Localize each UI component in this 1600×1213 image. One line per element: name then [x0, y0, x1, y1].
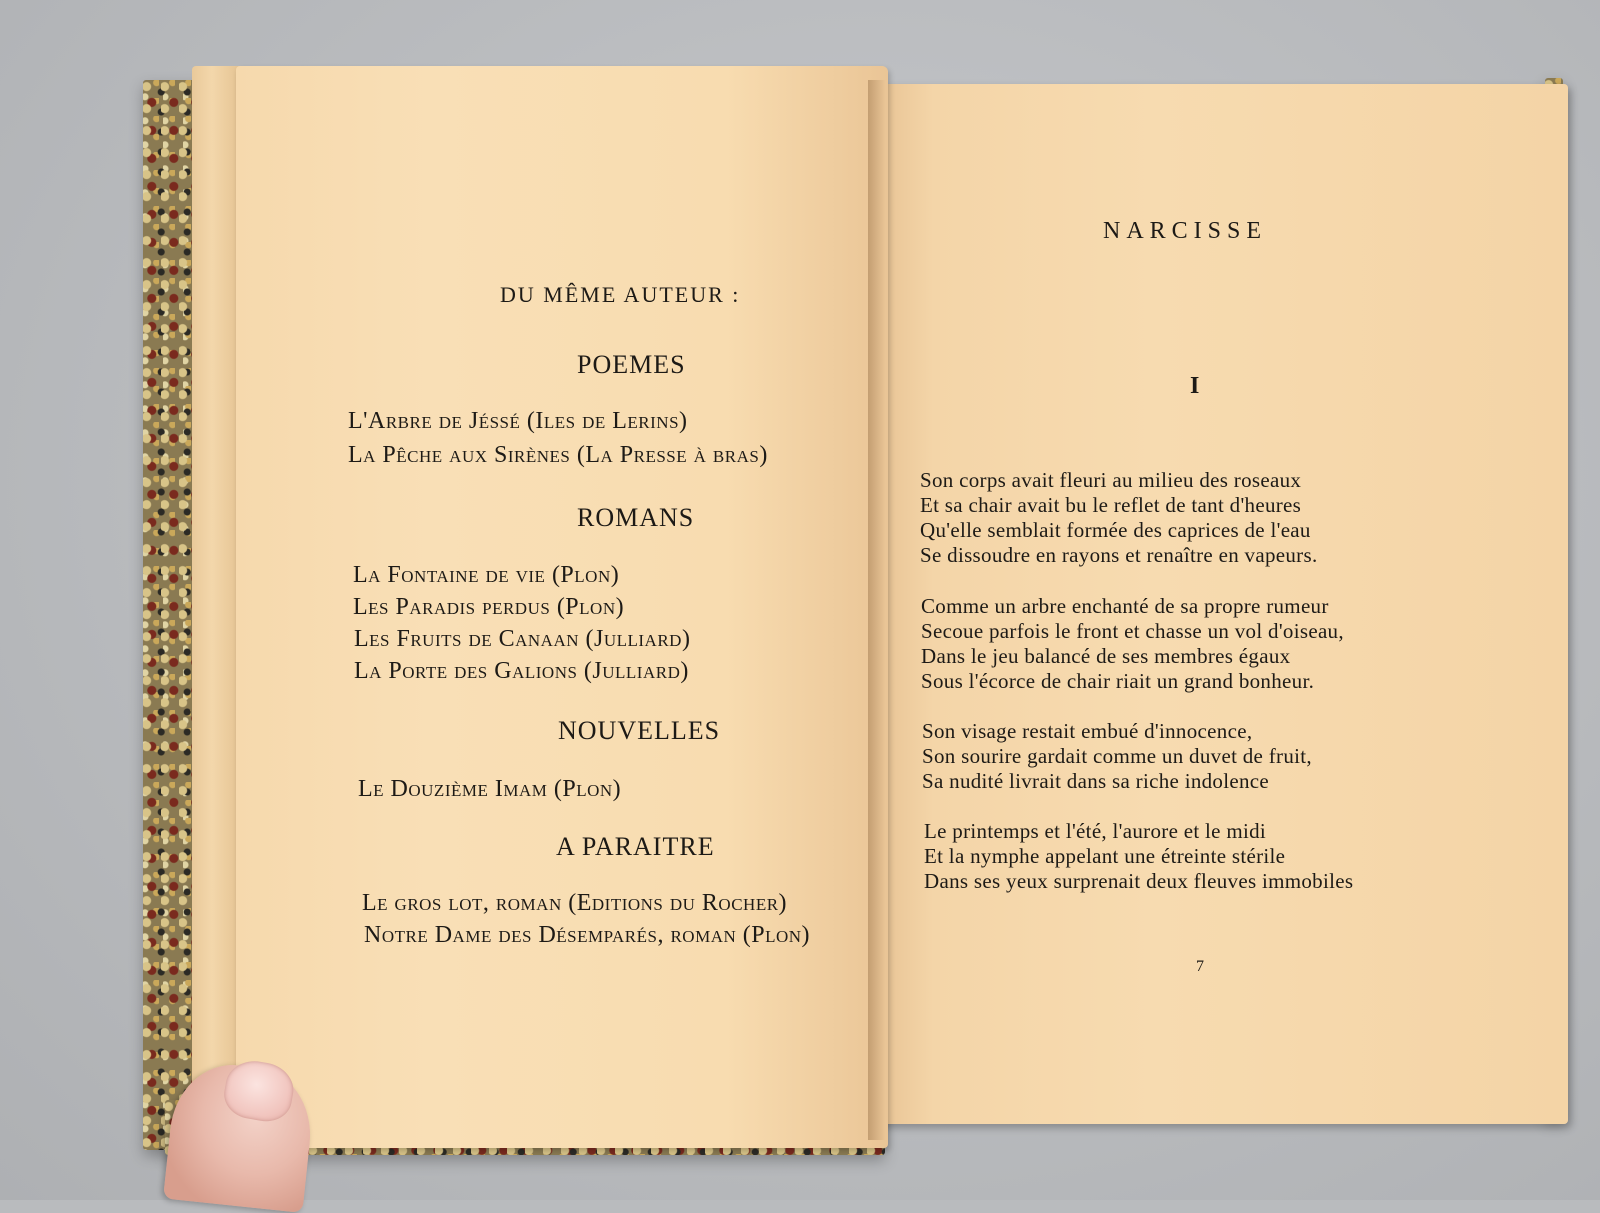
list-item: Les Paradis perdus (Plon) — [353, 594, 625, 620]
list-item: Le gros lot, roman (Editions du Rocher) — [362, 890, 788, 916]
poem-line: Et sa chair avait bu le reflet de tant d'heures — [920, 493, 1302, 517]
section-title-romans: ROMANS — [577, 503, 695, 532]
list-item: Les Fruits de Canaan (Julliard) — [354, 626, 691, 652]
list-item: Le Douzième Imam (Plon) — [358, 776, 622, 802]
section-title-poemes: POEMES — [577, 350, 686, 379]
section-title-a-paraitre: A PARAITRE — [556, 832, 715, 861]
page-stack-edge — [192, 66, 242, 1142]
book-gutter — [868, 80, 890, 1140]
list-item: La Pêche aux Sirènes (La Presse à bras) — [348, 442, 768, 468]
poem-line: Son corps avait fleuri au milieu des roseaux — [920, 468, 1302, 492]
poem-title: NARCISSE — [1103, 218, 1268, 244]
poem-line: Dans le jeu balancé de ses membres égaux — [921, 644, 1291, 668]
list-item: L'Arbre de Jéssé (Iles de Lerins) — [348, 408, 688, 434]
list-item: La Fontaine de vie (Plon) — [353, 562, 620, 588]
poem-line: Se dissoudre en rayons et renaître en vapeurs. — [920, 543, 1318, 567]
page-number: 7 — [1196, 958, 1204, 975]
poem-line: Son visage restait embué d'innocence, — [922, 719, 1253, 743]
poem-line: Secoue parfois le front et chasse un vol d'oiseau, — [921, 619, 1344, 643]
part-numeral: I — [1190, 373, 1200, 399]
section-title-nouvelles: NOUVELLES — [558, 716, 721, 745]
poem-line: Qu'elle semblait formée des caprices de l'eau — [920, 518, 1311, 542]
poem-line: Dans ses yeux surprenait deux fleuves immobiles — [924, 869, 1354, 893]
left-page-heading: DU MÊME AUTEUR : — [500, 282, 741, 307]
poem-line: Et la nymphe appelant une étreinte stérile — [924, 844, 1286, 868]
poem-line: Sa nudité livrait dans sa riche indolence — [922, 769, 1270, 793]
list-item: Notre Dame des Désemparés, roman (Plon) — [364, 922, 811, 948]
poem-line: Comme un arbre enchanté de sa propre rumeur — [921, 594, 1329, 618]
list-item: La Porte des Galions (Julliard) — [354, 658, 689, 684]
poem-line: Son sourire gardait comme un duvet de fruit, — [922, 744, 1312, 768]
poem-line: Sous l'écorce de chair riait un grand bonheur. — [921, 669, 1315, 693]
poem-line: Le printemps et l'été, l'aurore et le midi — [924, 819, 1267, 843]
